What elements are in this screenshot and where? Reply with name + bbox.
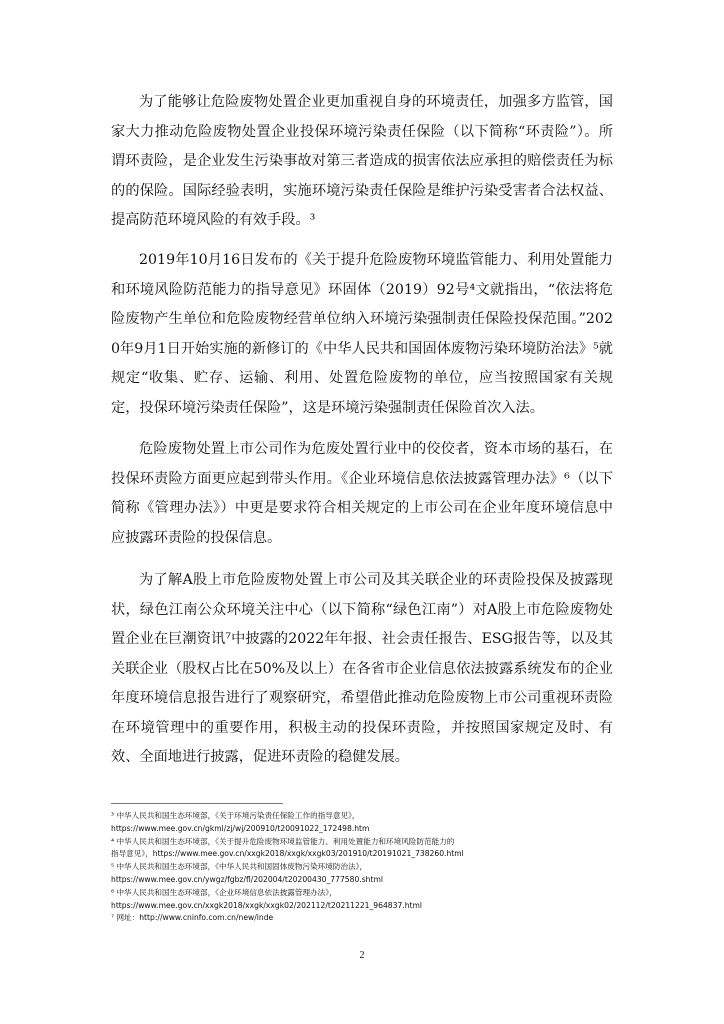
footnote-5-link[interactable]: https://www.mee.gov.cn/ywgz/fgbz/fl/202004/t20200430_777580.shtml — [111, 874, 383, 884]
footnote-3-title: ³ 中华人民共和国生态环境部，《关于环境污染责任保险工作的指导意见》， — [111, 811, 360, 820]
body-paragraph-3: 危险废物处置上市公司作为危废处置行业中的佼佼者，资本市场的基石，在投保环责险方面更应起到带头作用。《企业环境信息依法披露管理办法》⁶（以下简称《管理办法》）中更是要求符合相关规定的上市公司在企业年度环境信息中应披露环责险的投保信息。 — [111, 441, 613, 546]
body-paragraph-4: 为了解A股上市危险废物处置上市公司及其关联企业的环责险投保及披露现状，绿色江南公众环境关注中心（以下简称“绿色江南”）对A股上市危险废物处置企业在巨潮资讯⁷中披露的2022年年报、社会责任报告、ESG报告等，以及其关联企业（股权占比在50%及以上）在各省市企业信息依法披露系统发布的企业年度环境信息报告进行了观察研究，希望借此推动危险废物上市公司重视环责险在环境管理中的重要作用，积极主动的投保环责险，并按照国家规定及时、有效、全面地进行披露，促进环责险的稳健发展。 — [111, 572, 613, 765]
footnote-5-title: ⁵ 中华人民共和国生态环境部，《中华人民共和国固体废物污染环境防治法》， — [111, 862, 368, 872]
footnote-separator — [111, 803, 283, 804]
footnote-7[interactable]: ⁷ 网址：http://www.cninfo.com.cn/new/inde — [111, 913, 274, 923]
footnote-3-link[interactable]: https://www.mee.gov.cn/gkml/zj/wj/200910/t20091022_172498.htm — [111, 823, 370, 833]
body-paragraph-2: 2019年10月16日发布的《关于提升危险废物环境监管能力、利用处置能力和环境风险防范能力的指导意见》环固体（2019）92号⁴文就指出，“依法将危险废物产生单位和危险废物经营单位纳入环境污染强制责任保险投保范围。”2020年9月1日开始实施的新修订的《中华人民共和国固体废物污染环境防治法》⁵就规定“收集、贮存、运输、利用、处置危险废物的单位，应当按照国家有关规定，投保环境污染责任保险”，这是环境污染强制责任保险首次入法。 — [111, 252, 613, 416]
footnote-6-title: ⁶ 中华人民共和国生态环境部，《企业环境信息依法披露管理办法》， — [111, 887, 337, 897]
footnotes — [111, 810, 616, 925]
footnote-4-title: ⁴ 中华人民共和国生态环境部，《关于提升危险废物环境监管能力、利用处置能力和环境风险防范能力的 — [111, 836, 455, 846]
page-number: 2 — [359, 950, 365, 961]
footnote-6-link[interactable]: https://www.mee.gov.cn/xxgk2018/xxgk/xxgk02/202112/t20211221_964837.html — [111, 900, 423, 910]
footnote-4-link[interactable]: 指导意见》，https://www.mee.gov.cn/xxgk2018/xxgk/xxgk03/201910/t20191021_738260.html — [111, 849, 464, 859]
body-paragraph-1: 为了能够让危险废物处置企业更加重视自身的环境责任，加强多方监管，国家大力推动危险废物处置企业投保环境污染责任保险（以下简称“环责险”）。所谓环责险，是企业发生污染事故对第三者造成的损害依法应承担的赔偿责任为标的的保险。国际经验表明，实施环境污染责任保险是维护污染受害者合法权益、提高防范环境风险的有效手段。³ — [111, 94, 613, 228]
